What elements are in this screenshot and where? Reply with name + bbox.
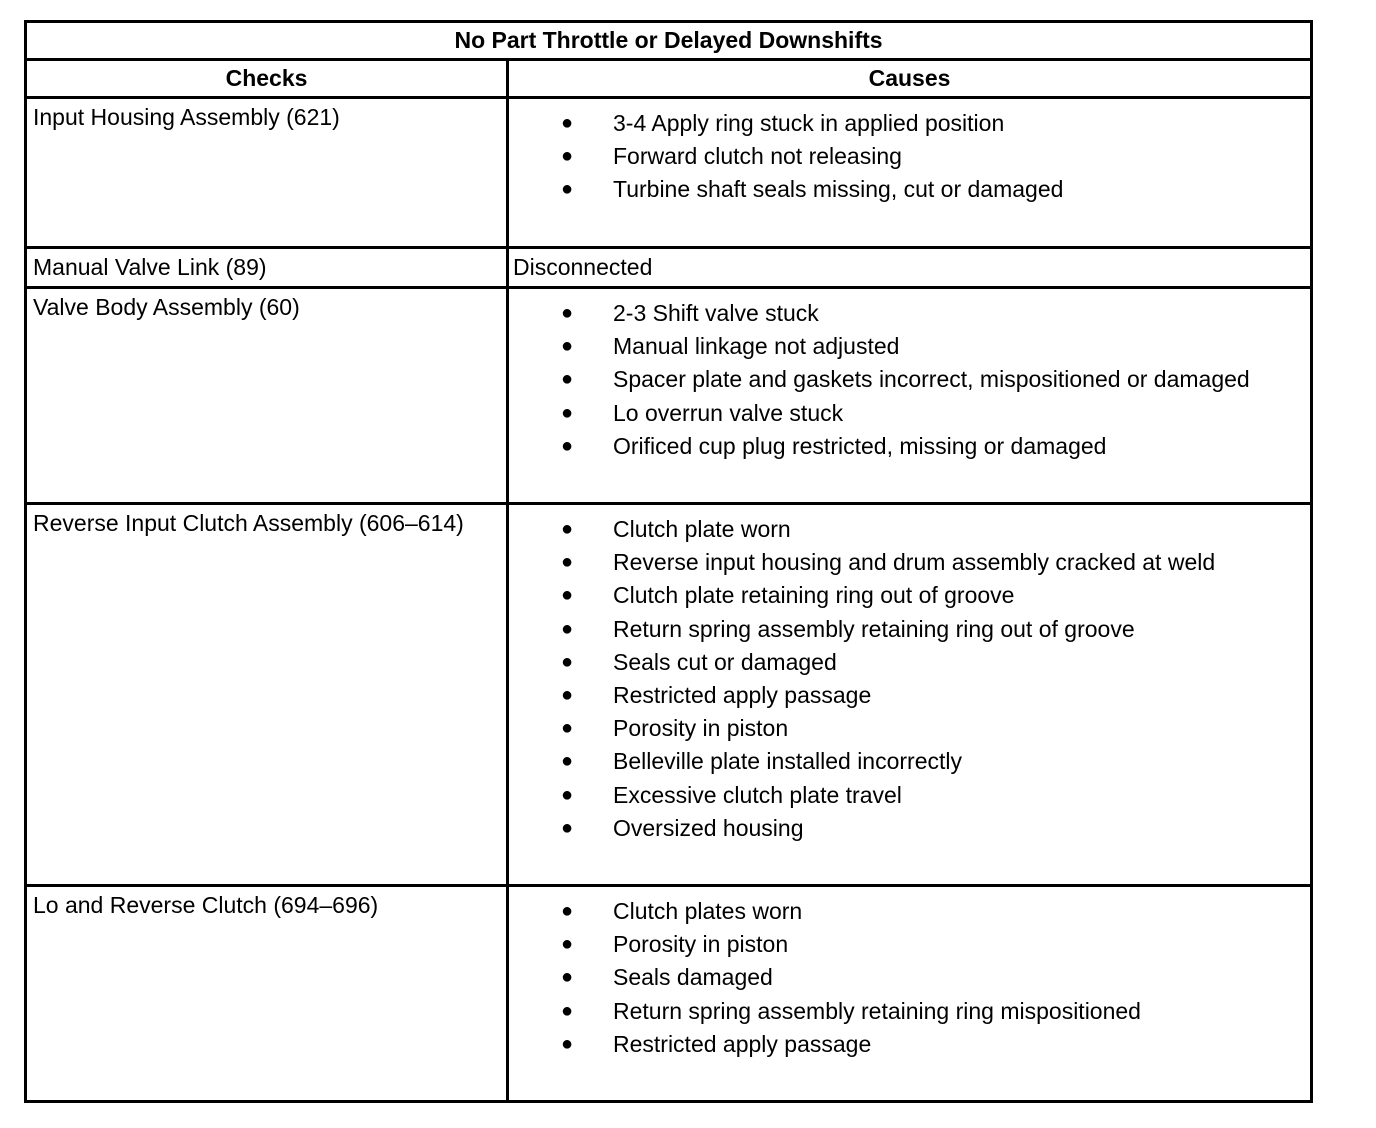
cause-text: Return spring assembly retaining ring mispositioned xyxy=(613,997,1141,1024)
title-row xyxy=(26,22,1312,60)
list-item xyxy=(509,515,1310,548)
bullet-icon: ● xyxy=(561,335,574,358)
cause-list xyxy=(509,887,1310,1063)
cause-text: Lo overrun valve stuck xyxy=(613,399,844,426)
bullet-icon: ● xyxy=(561,816,574,839)
list-item xyxy=(509,332,1310,365)
cause-list xyxy=(509,505,1310,847)
list-item xyxy=(509,299,1310,332)
list-item xyxy=(509,615,1310,648)
cause-text: Restricted apply passage xyxy=(613,1030,872,1057)
table-row xyxy=(26,288,1312,504)
cause-text: Restricted apply passage xyxy=(613,681,872,708)
bullet-icon: ● xyxy=(561,518,574,540)
check-cell: Input Housing Assembly (621) xyxy=(26,98,508,248)
cause-text: Turbine shaft seals missing, cut or damaged xyxy=(613,176,1064,203)
check-cell: Valve Body Assembly (60) xyxy=(26,288,508,504)
list-item xyxy=(509,997,1310,1030)
bullet-icon: ● xyxy=(561,112,574,134)
cause-text: Orificed cup plug restricted, missing or damaged xyxy=(613,432,1107,459)
cause-text: Reverse input housing and drum assembly cracked at weld xyxy=(613,549,1216,576)
list-item xyxy=(509,399,1310,432)
bullet-icon: ● xyxy=(561,178,574,201)
bullet-icon: ● xyxy=(561,900,574,922)
cause-text: Return spring assembly retaining ring out of groove xyxy=(613,615,1135,642)
cause-text: Clutch plate worn xyxy=(613,516,791,542)
list-item xyxy=(509,109,1310,142)
table-row xyxy=(26,98,1312,248)
bullet-icon: ● xyxy=(561,1032,574,1055)
cause-list xyxy=(509,99,1310,209)
list-item xyxy=(509,781,1310,814)
table-row xyxy=(26,886,1312,1102)
cause-list xyxy=(509,289,1310,465)
cause-text: Seals damaged xyxy=(613,964,773,991)
list-item xyxy=(509,365,1310,398)
causes-cell xyxy=(508,98,1312,248)
bullet-icon: ● xyxy=(561,401,574,424)
bullet-icon: ● xyxy=(561,551,574,574)
header-row xyxy=(26,60,1312,98)
list-item xyxy=(509,681,1310,714)
causes-cell xyxy=(508,288,1312,504)
bullet-icon: ● xyxy=(561,999,574,1022)
check-cell: Manual Valve Link (89) xyxy=(26,248,508,288)
bullet-icon: ● xyxy=(561,783,574,806)
bullet-icon: ● xyxy=(561,145,574,168)
list-item xyxy=(509,548,1310,581)
cause-text: Porosity in piston xyxy=(613,931,789,958)
bullet-icon: ● xyxy=(561,617,574,640)
table-row xyxy=(26,504,1312,886)
bullet-icon: ● xyxy=(561,584,574,607)
cause-text: Porosity in piston xyxy=(613,715,789,742)
list-item xyxy=(509,175,1310,208)
list-item xyxy=(509,747,1310,780)
cause-text: 3-4 Apply ring stuck in applied position xyxy=(613,110,1005,136)
list-item xyxy=(509,963,1310,996)
causes-cell xyxy=(508,248,1312,288)
cause-text: Belleville plate installed incorrectly xyxy=(613,748,962,775)
table-row xyxy=(26,248,1312,288)
cause-text: Oversized housing xyxy=(613,814,804,841)
table-title: No Part Throttle or Delayed Downshifts xyxy=(26,22,1312,60)
bullet-icon: ● xyxy=(561,966,574,989)
bullet-icon: ● xyxy=(561,717,574,740)
cause-text: Clutch plates worn xyxy=(613,898,803,924)
checks-header: Checks xyxy=(26,60,508,98)
check-cell: Reverse Input Clutch Assembly (606–614) xyxy=(26,504,508,886)
list-item xyxy=(509,930,1310,963)
causes-cell xyxy=(508,504,1312,886)
diagnostic-table xyxy=(24,20,1313,1103)
causes-header: Causes xyxy=(508,60,1312,98)
bullet-icon: ● xyxy=(561,302,574,324)
bullet-icon: ● xyxy=(561,933,574,956)
check-cell: Lo and Reverse Clutch (694–696) xyxy=(26,886,508,1102)
bullet-icon: ● xyxy=(561,683,574,706)
list-item xyxy=(509,142,1310,175)
cause-text: 2-3 Shift valve stuck xyxy=(613,300,819,326)
list-item xyxy=(509,648,1310,681)
list-item xyxy=(509,714,1310,747)
cause-text: Excessive clutch plate travel xyxy=(613,781,902,808)
cause-text: Manual linkage not adjusted xyxy=(613,333,900,360)
list-item xyxy=(509,897,1310,930)
list-item xyxy=(509,814,1310,847)
cause-text: Forward clutch not releasing xyxy=(613,143,902,170)
list-item xyxy=(509,432,1310,465)
cause-text: Seals cut or damaged xyxy=(613,648,837,675)
bullet-icon: ● xyxy=(561,750,574,773)
list-item xyxy=(509,1030,1310,1063)
cause-text: Clutch plate retaining ring out of groove xyxy=(613,582,1015,609)
list-item xyxy=(509,581,1310,614)
bullet-icon: ● xyxy=(561,368,574,391)
cause-text: Disconnected xyxy=(513,254,653,280)
bullet-icon: ● xyxy=(561,434,574,457)
cause-text: Spacer plate and gaskets incorrect, mispositioned or damaged xyxy=(613,366,1250,393)
bullet-icon: ● xyxy=(561,650,574,673)
causes-cell xyxy=(508,886,1312,1102)
